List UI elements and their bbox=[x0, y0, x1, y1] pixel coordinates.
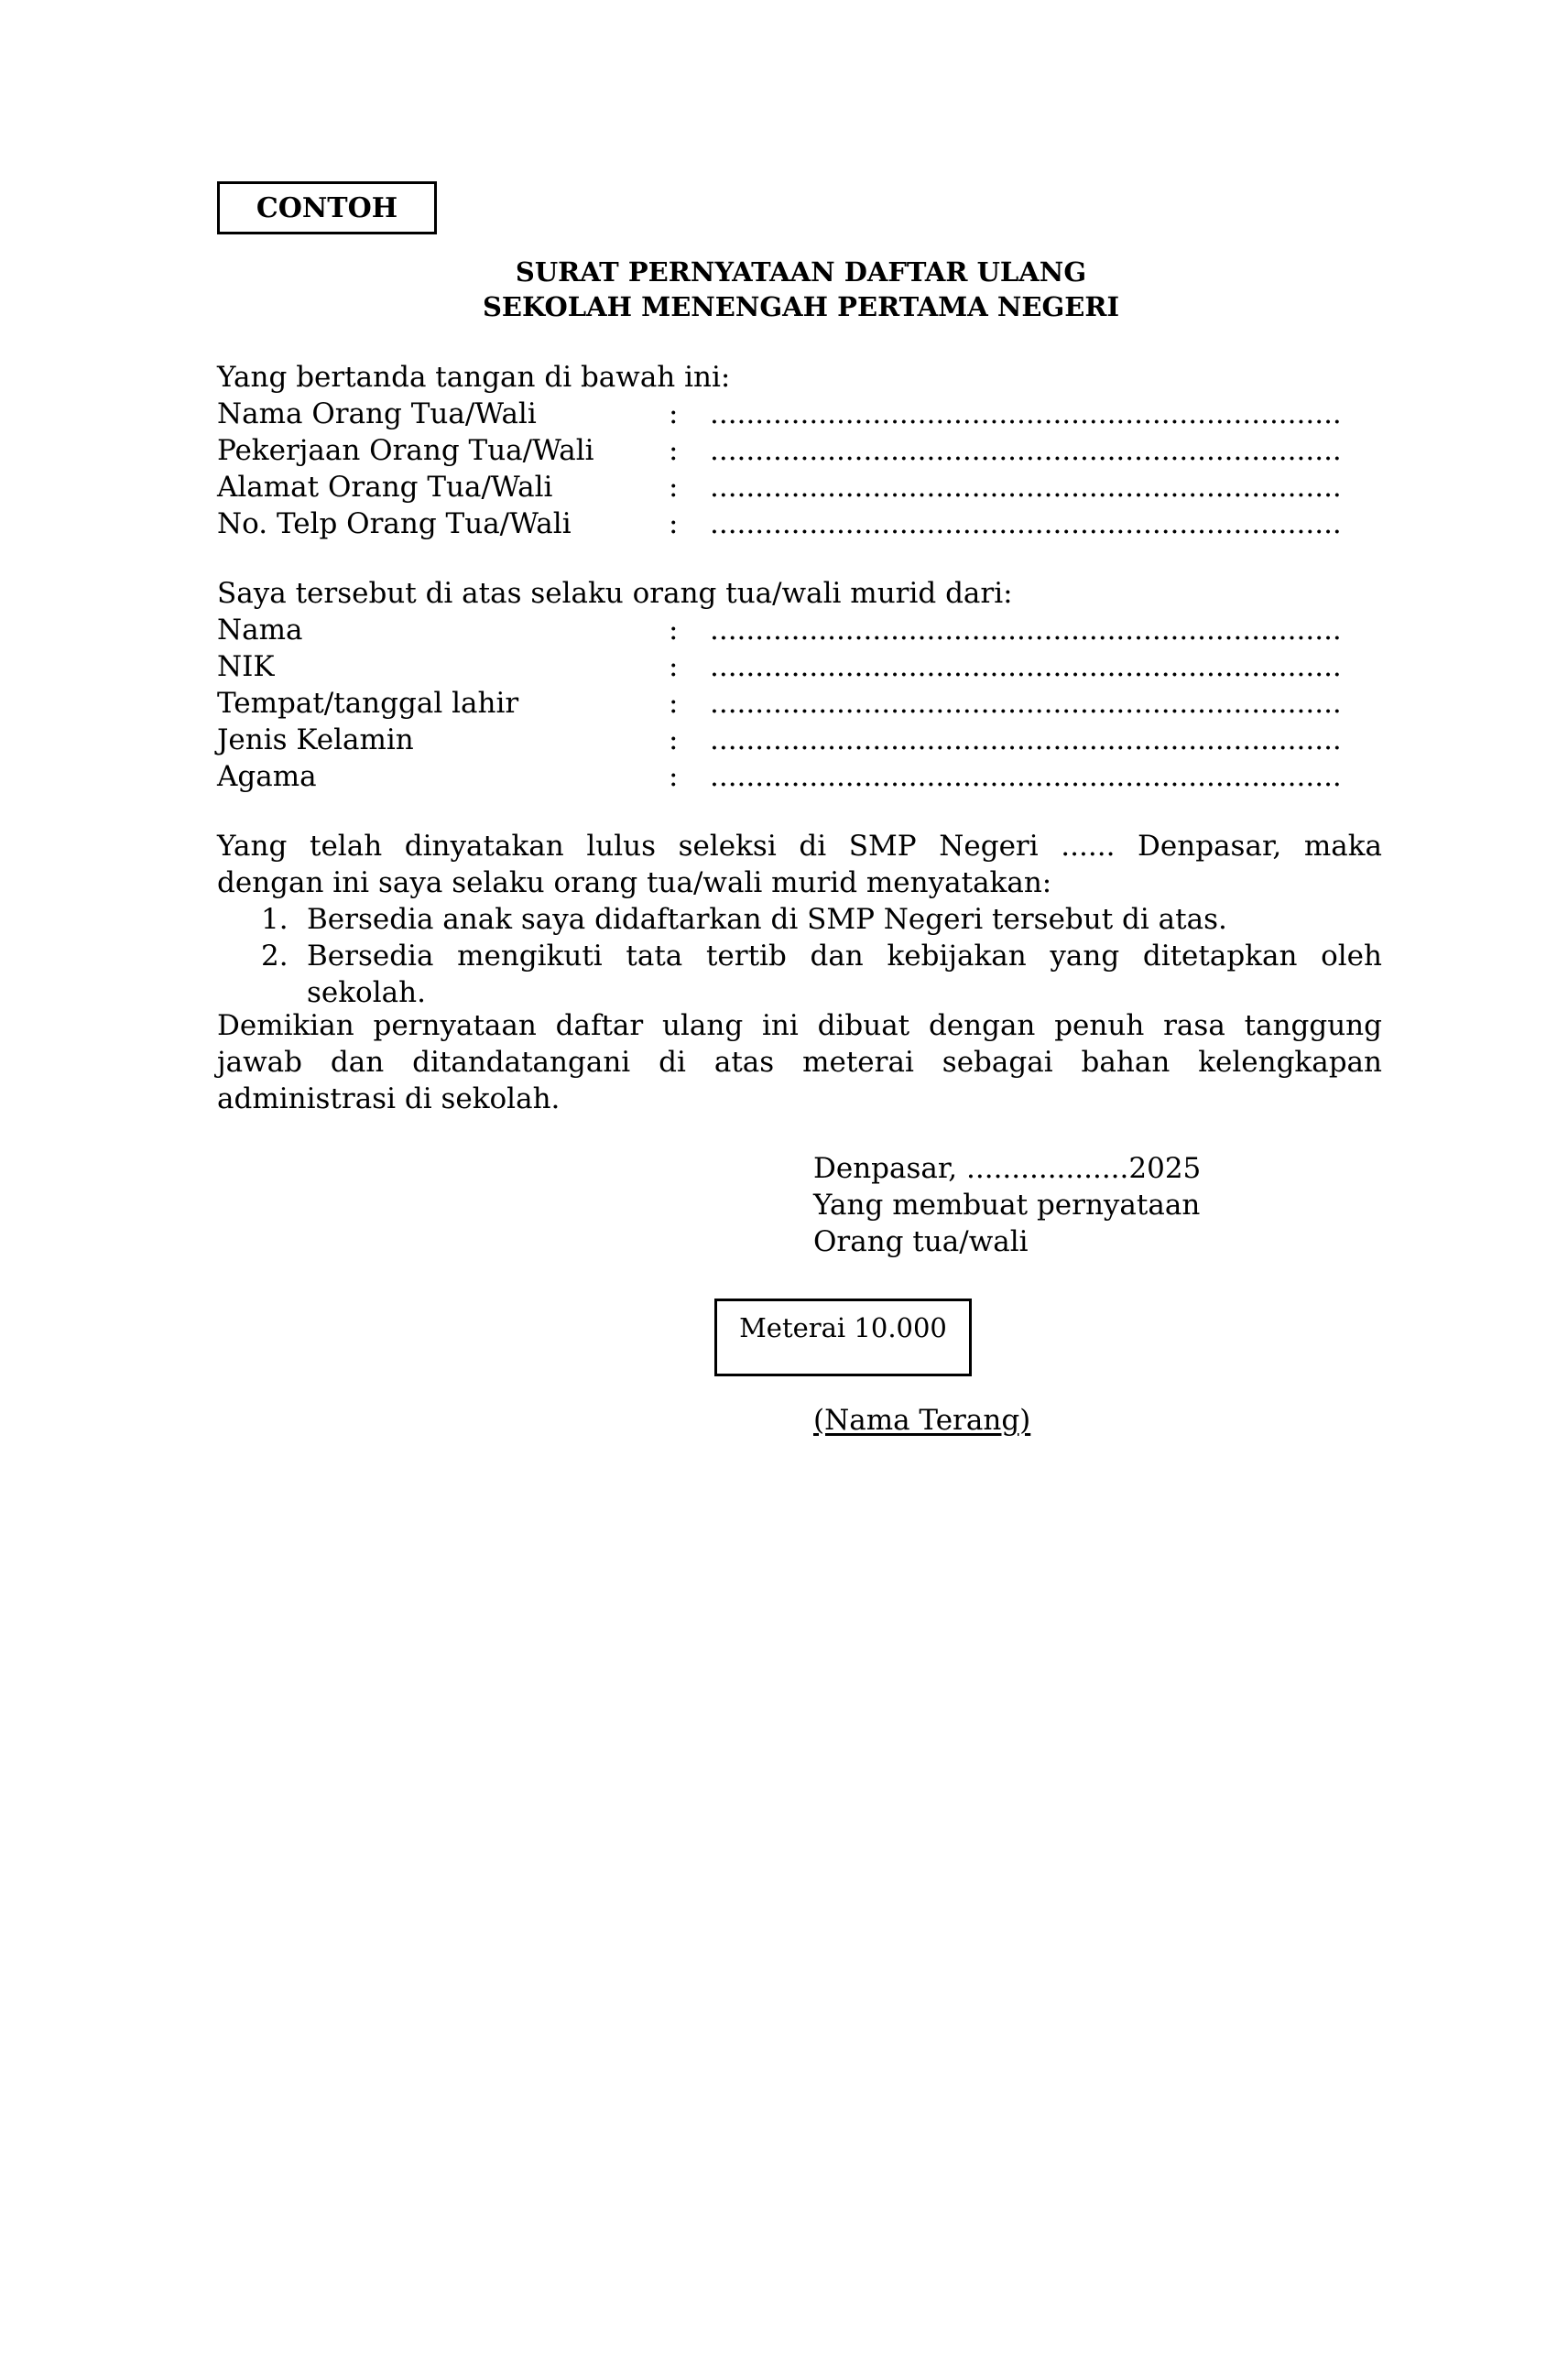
closing-line-1: Demikian pernyataan daftar ulang ini dibuat dengan penuh rasa tanggung bbox=[217, 1009, 1382, 1042]
student-birth-blank: ...................................................................... bbox=[710, 687, 1342, 720]
list-item-2-line-1: Bersedia mengikuti tata tertib dan kebijakan yang ditetapkan oleh bbox=[307, 940, 1382, 973]
field-colon: : bbox=[669, 650, 679, 683]
student-religion-label: Agama bbox=[217, 760, 317, 793]
signer-role: Orang tua/wali bbox=[813, 1225, 1029, 1258]
parent-name-label: Nama Orang Tua/Wali bbox=[217, 397, 537, 430]
list-number-2: 2. bbox=[261, 940, 289, 973]
parent-name-blank: ...................................................................... bbox=[710, 397, 1342, 430]
statement-line-1: Yang telah dinyatakan lulus seleksi di SMP Negeri ...... Denpasar, maka bbox=[217, 830, 1382, 863]
field-colon: : bbox=[669, 614, 679, 647]
contoh-label: CONTOH bbox=[217, 181, 437, 234]
intro-text: Yang bertanda tangan di bawah ini: bbox=[217, 361, 731, 394]
place-date: Denpasar, ..................2025 bbox=[813, 1152, 1202, 1185]
statement-line-2: dengan ini saya selaku orang tua/wali murid menyatakan: bbox=[217, 866, 1052, 899]
field-colon: : bbox=[669, 471, 679, 504]
student-gender-blank: ...................................................................... bbox=[710, 723, 1342, 756]
signer-name: (Nama Terang) bbox=[813, 1404, 1031, 1437]
field-colon: : bbox=[669, 760, 679, 793]
student-nik-blank: ...................................................................... bbox=[710, 650, 1342, 683]
parent-phone-label: No. Telp Orang Tua/Wali bbox=[217, 507, 572, 540]
list-item-1: Bersedia anak saya didaftarkan di SMP Negeri tersebut di atas. bbox=[307, 903, 1227, 936]
parent-phone-blank: ...................................................................... bbox=[710, 507, 1342, 540]
student-name-label: Nama bbox=[217, 614, 303, 647]
parent-address-label: Alamat Orang Tua/Wali bbox=[217, 471, 553, 504]
student-nik-label: NIK bbox=[217, 650, 275, 683]
student-name-blank: ...................................................................... bbox=[710, 614, 1342, 647]
title-line-1: SURAT PERNYATAAN DAFTAR ULANG bbox=[515, 256, 1087, 288]
field-colon: : bbox=[669, 434, 679, 467]
parent-occupation-blank: ...................................................................... bbox=[710, 434, 1342, 467]
field-colon: : bbox=[669, 397, 679, 430]
field-colon: : bbox=[669, 687, 679, 720]
list-item-2-line-2: sekolah. bbox=[307, 976, 426, 1009]
student-birth-label: Tempat/tanggal lahir bbox=[217, 687, 519, 720]
parent-occupation-label: Pekerjaan Orang Tua/Wali bbox=[217, 434, 594, 467]
student-religion-blank: ...................................................................... bbox=[710, 760, 1342, 793]
title-line-2: SEKOLAH MENENGAH PERTAMA NEGERI bbox=[482, 291, 1120, 322]
closing-line-2: jawab dan ditandatangani di atas meterai sebagai bahan kelengkapan bbox=[217, 1046, 1382, 1079]
field-colon: : bbox=[669, 723, 679, 756]
student-intro-text: Saya tersebut di atas selaku orang tua/wali murid dari: bbox=[217, 577, 1013, 610]
list-number-1: 1. bbox=[261, 903, 289, 936]
closing-line-3: administrasi di sekolah. bbox=[217, 1082, 561, 1115]
meterai-stamp-box: Meterai 10.000 bbox=[714, 1299, 972, 1376]
field-colon: : bbox=[669, 507, 679, 540]
statement-maker: Yang membuat pernyataan bbox=[813, 1189, 1201, 1222]
parent-address-blank: ...................................................................... bbox=[710, 471, 1342, 504]
student-gender-label: Jenis Kelamin bbox=[217, 723, 414, 756]
